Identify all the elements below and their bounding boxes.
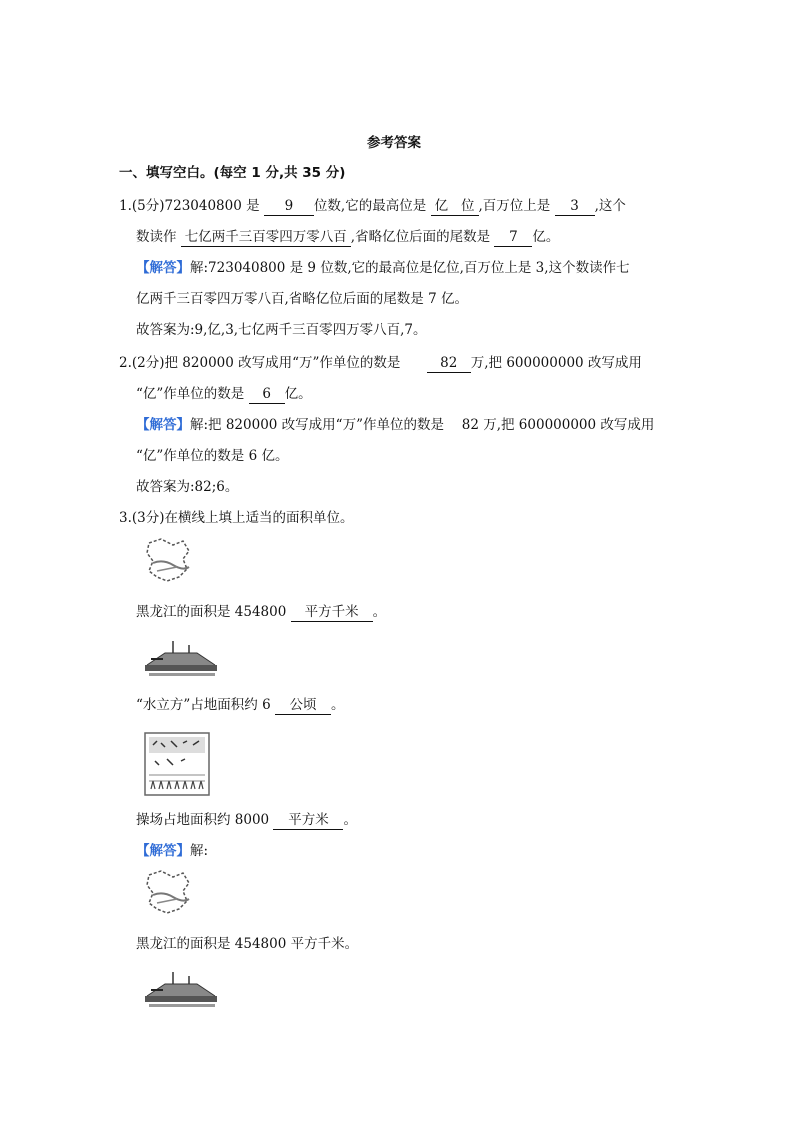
answer-text: 解:723040800 是 9 位数,它的最高位是亿位,百万位上是 3,这个数读作七 <box>190 260 630 276</box>
answer-tag: 【解答】 <box>136 843 190 859</box>
question-number: 1. <box>119 198 132 214</box>
answer-blank: 6 <box>249 386 285 404</box>
question-2-line-1 <box>119 353 642 373</box>
heilongjiang-map-image <box>143 869 195 919</box>
answer-blank: 82 <box>427 355 471 373</box>
answer-text: 解:把 820000 改写成用“万”作单位的数是 82 万,把 600000000 改写成用 <box>190 417 655 433</box>
answer-text: 黑龙江的面积是 454800 平方千米。 <box>136 936 359 952</box>
question-text: 操场占地面积约 8000 <box>136 812 270 828</box>
question-text: 。 <box>330 697 345 713</box>
answer-text: “亿”作单位的数是 6 亿。 <box>136 448 289 464</box>
question-text: 万,把 600000000 改写成用 <box>470 355 642 371</box>
question-text: 把 820000 改写成用“万”作单位的数是 <box>164 355 401 371</box>
final-answer: 故答案为:9,亿,3,七亿两千三百零四万零八百,7。 <box>136 322 427 338</box>
water-cube-image <box>143 968 219 1012</box>
answer-explanation <box>136 415 654 435</box>
question-text: 亿。 <box>284 386 312 402</box>
answer-tag: 【解答】 <box>136 417 190 433</box>
section-heading: 一、填写空白。(每空 1 分,共 35 分) <box>119 165 346 181</box>
question-number: 3. <box>119 510 132 526</box>
answer-blank: 公顷 <box>275 697 331 715</box>
answer-explanation <box>136 258 630 278</box>
question-text: 位数,它的最高位是 <box>313 198 427 214</box>
question-3-item-3 <box>136 810 357 830</box>
question-number: 2. <box>119 355 132 371</box>
heilongjiang-map-image <box>143 537 195 587</box>
answer-text: 解: <box>190 843 209 859</box>
question-score: (3分) <box>131 510 165 526</box>
answer-blank: 亿 位 <box>431 198 479 216</box>
answer-blank: 7 <box>494 229 532 247</box>
question-text: ,百万位上是 <box>478 198 551 214</box>
question-3-item-1 <box>136 602 386 622</box>
question-text: 。 <box>372 604 387 620</box>
question-3-line-1 <box>119 508 354 528</box>
question-2-line-2 <box>136 384 312 404</box>
answer-blank: 平方千米 <box>291 604 373 622</box>
answer-explanation <box>136 841 208 861</box>
answer-blank: 3 <box>555 198 595 216</box>
question-score: (5分) <box>131 198 165 214</box>
question-text: 数读作 <box>136 229 177 245</box>
question-text: ,省略亿位后面的尾数是 <box>350 229 491 245</box>
answer-blank: 平方米 <box>273 812 343 830</box>
question-3-item-2 <box>136 695 344 715</box>
playground-image <box>143 731 211 797</box>
answer-text: 亿两千三百零四万零八百,省略亿位后面的尾数是 7 亿。 <box>136 291 468 307</box>
question-text: 。 <box>343 812 357 828</box>
answer-blank: 七亿两千三百零四万零八百 <box>181 229 351 247</box>
question-text: “水立方”占地面积约 6 <box>136 697 271 713</box>
question-score: (2分) <box>131 355 165 371</box>
question-1-line-2 <box>136 227 559 247</box>
question-text: 黑龙江的面积是 454800 <box>136 604 287 620</box>
question-text: ,这个 <box>594 198 626 214</box>
page-title: 参考答案 <box>367 135 421 151</box>
question-text: 亿。 <box>532 229 560 245</box>
question-text: “亿”作单位的数是 <box>136 386 245 402</box>
question-text: 723040800 是 <box>164 198 260 214</box>
question-text: 在横线上填上适当的面积单位。 <box>164 510 354 526</box>
answer-blank: 9 <box>264 198 314 216</box>
water-cube-image <box>143 637 219 681</box>
question-1-line-1 <box>119 196 626 216</box>
answer-tag: 【解答】 <box>136 260 190 276</box>
final-answer: 故答案为:82;6。 <box>136 479 239 495</box>
